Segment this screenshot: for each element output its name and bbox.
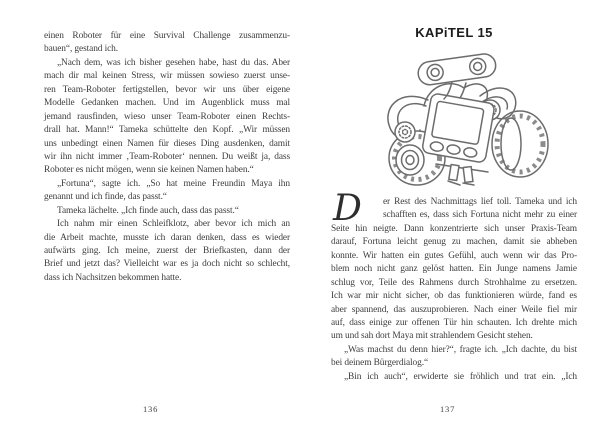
text-line: mach dir mal keinen Stress, wir müssen sowieso zuerst unse- xyxy=(44,71,290,82)
text-line: Roboter es nicht mögen, wenn sie keinen Namen haben.“ xyxy=(44,165,254,176)
text-line: bei deinem Bürgerdialog.“ xyxy=(331,358,429,369)
page-number-right: 137 xyxy=(440,404,456,414)
text-line: genannt und ich finde, das passt.“ xyxy=(44,192,167,203)
text-line: schlug vor, Teile des Rahmens durch Strohhalme zu ersetzen. xyxy=(331,277,577,288)
text-line: drall hat. Mann!“ Tameka schüttelte den Kopf. „Wir müssen xyxy=(44,125,290,136)
robot-sketch-svg xyxy=(370,52,550,190)
robot-illustration xyxy=(370,52,550,190)
text-line: wir ihn nicht immer ‚Team-Roboter‘ nennen. Du weißt ja, dass xyxy=(44,151,290,162)
text-line: ren Team-Roboter fertigstellen, bevor wir uns über eigene xyxy=(44,84,290,95)
text-line: „Nach dem, was ich bisher gesehen habe, hast du das. Aber xyxy=(57,57,290,68)
text-line: uns unbedingt einen Namen für dieses Ding ausdenken, damit xyxy=(44,138,290,149)
text-line: Tameka lächelte. „Ich finde auch, dass das passt.“ xyxy=(57,205,239,216)
drop-cap: D xyxy=(333,188,362,229)
text-line: darauf, Fortuna leicht genug zu machen, damit sie abheben xyxy=(331,237,577,248)
page-number-left: 136 xyxy=(143,404,159,414)
text-line: die Arbeit machte, musste ich daran denken, dass es wieder xyxy=(44,232,290,243)
text-line: „Fortuna“, sagte ich. „So hat meine Freundin Maya ihn xyxy=(57,178,290,189)
text-line: aber spannend, das auszuprobieren. Nach einer Weile fiel mir xyxy=(331,304,577,315)
text-line: jemand rausfinden, wieso unser Team-Roboter einen Rechts- xyxy=(44,111,290,122)
text-line: schafften es, dass sich Fortuna nicht mehr zu einer xyxy=(383,210,577,221)
text-line: konnte. Wir hatten ein gutes Gefühl, auch wenn wir das Pro- xyxy=(331,250,577,261)
text-line: auf, dass einige zur offenen Tür hin schauten. Ich drehte mich xyxy=(331,317,577,328)
text-line: er Rest des Nachmittags lief toll. Tameka und ich xyxy=(383,197,577,207)
text-line: „Was machst du denn hier?“, fragte ich. „Ich dachte, du bist xyxy=(344,344,577,355)
text-line: Modelle Gedanken machen. Und im Augenblick muss mal xyxy=(44,98,290,109)
text-line: Seite hin neigte. Dann konzentrierte sich unser Praxis-Team xyxy=(331,223,577,234)
text-line: Ich nahm mir einen Schleifklotz, aber bevor ich mich an xyxy=(57,219,290,230)
text-line: dass ich Nachsitzen bekommen hatte. xyxy=(44,272,182,283)
text-line: blem noch nicht ganz gelöst hatten. Ein Junge namens Jamie xyxy=(331,264,577,275)
text-line: einen Roboter für eine Survival Challenge zusammenzu- xyxy=(44,31,290,41)
text-line: aufwärts ging. Ich meine, zuerst der Briefkasten, dann der xyxy=(44,246,290,256)
text-line: Brief und jetzt das? Vielleicht war es ja doch nicht so schlecht, xyxy=(44,259,290,270)
text-line: Ich war mir nicht sicher, ob das funktionieren würde, fand es xyxy=(331,291,577,302)
chapter-heading: KAPiTEL 15 xyxy=(415,25,493,40)
left-page-text xyxy=(44,30,290,285)
text-line: bauen“, gestand ich. xyxy=(44,44,119,55)
text-line: „Bin ich auch“, erwiderte sie fröhlich und trat ein. „Ich xyxy=(344,371,577,382)
text-line: um und sah dort Maya mit strahlendem Gesicht stehen. xyxy=(331,331,533,342)
right-page-text xyxy=(331,188,577,384)
